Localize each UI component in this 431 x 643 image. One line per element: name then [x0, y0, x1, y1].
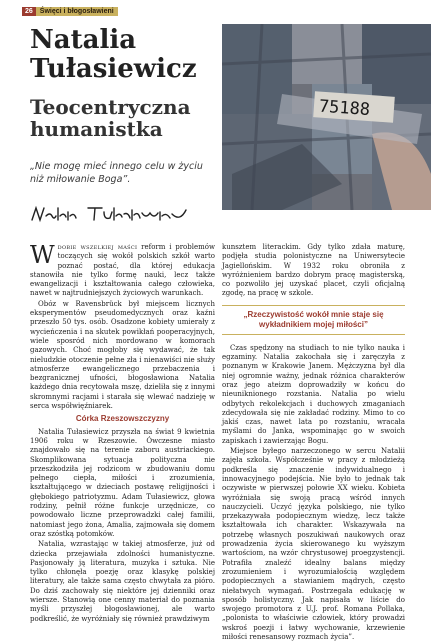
- article-paragraph: Czas spędzony na studiach to nie tylko nauka i egzaminy. Natalia zakochała się i zaręczyła z poznanym w Krakowie Janem. Mężczyzna był dla niej ogromnie ważny, jednak różnica charakterów oraz jego ateizm doprowadziły w końcu do nieuniknionego rozstania. Natalia po wielu odbytych rekolekcjach i duchowych zmaganiach zdecydowała się nie zakładać rodziny. Mimo to co jakiś czas, nawet lata po rozstaniu, wracała myślami do Janka, wspominając go w swoich zapiskach i zawierzając Bogu.: [222, 343, 405, 445]
- page-number: 26: [22, 7, 36, 16]
- section-subheading: Córka Rzeszowszczyzny: [75, 414, 170, 424]
- article-paragraph: Miejsce byłego narzeczonego w sercu Natalii zajęła szkoła. Współcześnie w pracy z młodzieżą podkreśla się znaczenie indywidualnego i innowacyjnego podejścia. Nie było to jednak tak oczywiste w pierwszej połowie XX wieku. Kobieta wyróżniała się swoją pracą wśród innych nauczycieli. Uczyć języka polskiego, nie tylko przekazywała podopiecznym wiedzę, lecz także kształtowała ich charakter. Wskazywała na potrzebę własnych poszukiwań naukowych oraz prowadzenia życia skierowanego ku wyższym wartościom, na wzór chrystusowej proegzystencji. Potrafiła znaleźć idealny balans między zrozumieniem i wyrozumiałością względem podopiecznych a stawianiem mądrych, często niełatwych wymagań. Postrzegała edukację w sposób holistyczny. Jak napisała w liście do swojego promotora z U.J. prof. Romana Pollaka, „polonista to właściwie człowiek, który prowadzi wskroś poezji i łatwy wychowanie, krzewienie miłości renesansowy rozmach życia”.: [222, 447, 405, 641]
- paragraph-text: reform i problemów toczących się wokół polskich szkół warto poznać postać, dla której edukacja stanowiła nie tylko formę nauki, lecz także ewangelizacji i kształtowania całego człowieka, nawet w najtrudniejszych życiowych warunkach.: [30, 243, 215, 298]
- article-paragraph: Natalia, wzrastając w takiej atmosferze, już od dziecka przejawiała zdolności humanistyczne. Pasjonowały ją literatura, muzyka i sztuka. Nie tylko chłonęła poezję oraz klasykę polskiej literatury, ale także sama często chwytała za pióro. Do dziś zachowały się niektóre jej dzienniki oraz wiersze. Stanowią one cenny materiał do poznania myśli przyszłej błogosławionej, ale warto podkreślić, że wyróżniały się również prawdziwym: [30, 540, 215, 623]
- page-header: [22, 7, 118, 16]
- title-first-name: Natalia: [30, 25, 137, 55]
- article-subtitle: [30, 96, 191, 140]
- article-paragraph: Obóz w Ravensbrück był miejscem licznych eksperymentów pseudomedycznych oraz kaźni przeszło 50 tys. osób. Osadzone kobiety umierały z wycieńczenia i na skutek powikłań pooperacyjnych, wiele sposród nich mordowano w komorach gazowych. Choć mogłoby się wydawać, że tak nieludzkie otoczenie pełne zła i nienawiści nie służy atmosferze ewangelicznego przebaczenia i bezgranicznej ufności, błogosławiona Natalia każdego dnia recytowała mszę, dzieliła się z innymi skromnymi racjami i starała się wlewać nadzieję w serca współwięźniarek.: [30, 299, 215, 411]
- article-column-left: [30, 243, 215, 625]
- article-paragraph: Natalia Tułasiewicz przyszła na świat 9 kwietnia 1906 roku w Rzeszowie. Ówczesne miasto znajdowało się na terenie zaboru austriackiego. Skomplikowana sytuacja polityczna nie przeszkodziła jej rodzicom w zbudowaniu domu pełnego ciepła, miłości i zrozumienia, kształtującego w dzieciach postawę religijności i głębokiego patriotyzmu. Adam Tułasiewicz, głowa rodziny, pełnił różne funkcje urzędnicze, co powodowało liczne przeprowadzki całej familii, natomiast jego żona, Amalia, zajmowała się domem oraz szóstką potomków.: [30, 427, 215, 538]
- signature-image: [30, 204, 190, 224]
- prisoner-number: 75188: [318, 96, 371, 121]
- drop-cap: W: [30, 241, 55, 269]
- photo-illustration: [222, 24, 431, 210]
- article-title: [30, 26, 197, 84]
- article-paragraph: kunsztem literackim. Gdy tylko zdała maturę, podjęła studia polonistyczne na Uniwersytecie Jagiellońskim. W 1932 roku obroniła z wyróżnieniem bardzo dobrym pracę magisterską, co pozwoliło jej uzyskać placet, czyli oficjalną zgodę, na pracę w szkole.: [222, 243, 405, 298]
- section-label: Święci i błogosławieni: [36, 7, 118, 16]
- subtitle-line-1: Teocentryczna: [30, 95, 191, 119]
- pull-quote: „Rzeczywistość wokół mnie staje się wykładnikiem mojej miłości”: [222, 305, 405, 335]
- lead-quote: „Nie mogę mieć innego celu w życiu niż miłowanie Boga”.: [30, 161, 203, 185]
- title-last-name: Tułasiewicz: [30, 54, 197, 84]
- lead-in: dobie wszelkiej maści: [57, 243, 138, 251]
- article-column-right: [222, 243, 405, 643]
- subtitle-line-2: humanistka: [30, 117, 163, 141]
- article-paragraph: [30, 243, 215, 299]
- article-photo: [222, 24, 431, 210]
